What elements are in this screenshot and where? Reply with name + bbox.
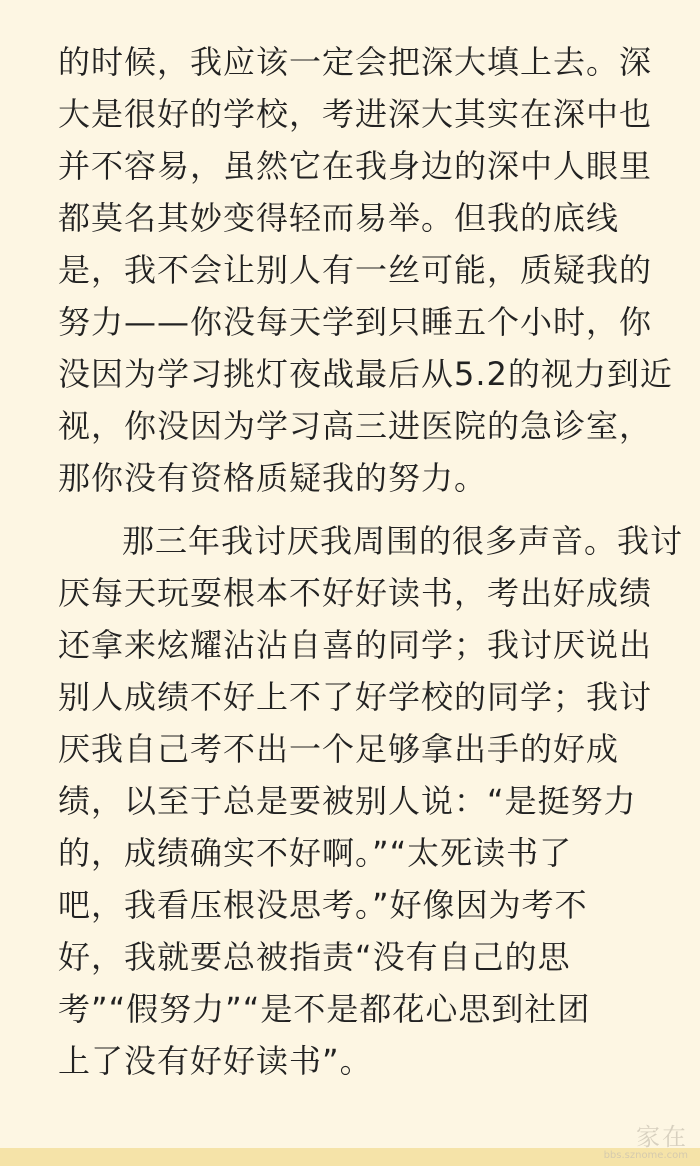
watermark-url: bbs.sznome.com xyxy=(603,1150,688,1161)
text-line: 大是很好的学校，考进深大其实在深中也 xyxy=(58,95,653,133)
text-line: 视，你没因为学习高三进医院的急诊室， xyxy=(58,407,653,445)
text-line: 别人成绩不好上不了好学校的同学；我讨 xyxy=(58,678,653,716)
text-line: 厌我自己考不出一个足够拿出手的好成 xyxy=(58,730,620,768)
text-line: 努力——你没每天学到只睡五个小时，你 xyxy=(58,303,653,341)
text-line: 考”“假努力”“是不是都花心思到社团 xyxy=(58,990,591,1028)
text-line: 那你没有资格质疑我的努力。 xyxy=(58,459,488,497)
text-line: 都莫名其妙变得轻而易举。但我的底线 xyxy=(58,199,620,237)
text-line: 并不容易，虽然它在我身边的深中人眼里 xyxy=(58,147,653,185)
text-line: 没因为学习挑灯夜战最后从5.2的视力到近 xyxy=(58,355,673,393)
text-line: 绩，以至于总是要被别人说：“是挺努力 xyxy=(58,782,637,820)
text-line: 那三年我讨厌我周围的很多声音。我讨 xyxy=(122,522,684,560)
footer-strip xyxy=(0,1148,700,1166)
text-line: 还拿来炫耀沾沾自喜的同学；我讨厌说出 xyxy=(58,626,653,664)
site-watermark xyxy=(604,1124,688,1162)
text-line: 的，成绩确实不好啊。”“太死读书了 xyxy=(58,834,573,872)
text-line: 上了没有好好读书”。 xyxy=(58,1042,373,1080)
text-line: 厌每天玩耍根本不好好读书，考出好成绩 xyxy=(58,574,653,612)
text-line: 是，我不会让别人有一丝可能，质疑我的 xyxy=(58,251,653,289)
paragraph-2 xyxy=(58,515,684,1087)
watermark-brand: 家在 xyxy=(636,1123,688,1151)
text-line: 好，我就要总被指责“没有自己的思 xyxy=(58,938,571,976)
text-line: 的时候，我应该一定会把深大填上去。深 xyxy=(58,43,653,81)
paragraph-1 xyxy=(58,36,673,504)
text-line: 吧，我看压根没思考。”好像因为考不 xyxy=(58,886,588,924)
